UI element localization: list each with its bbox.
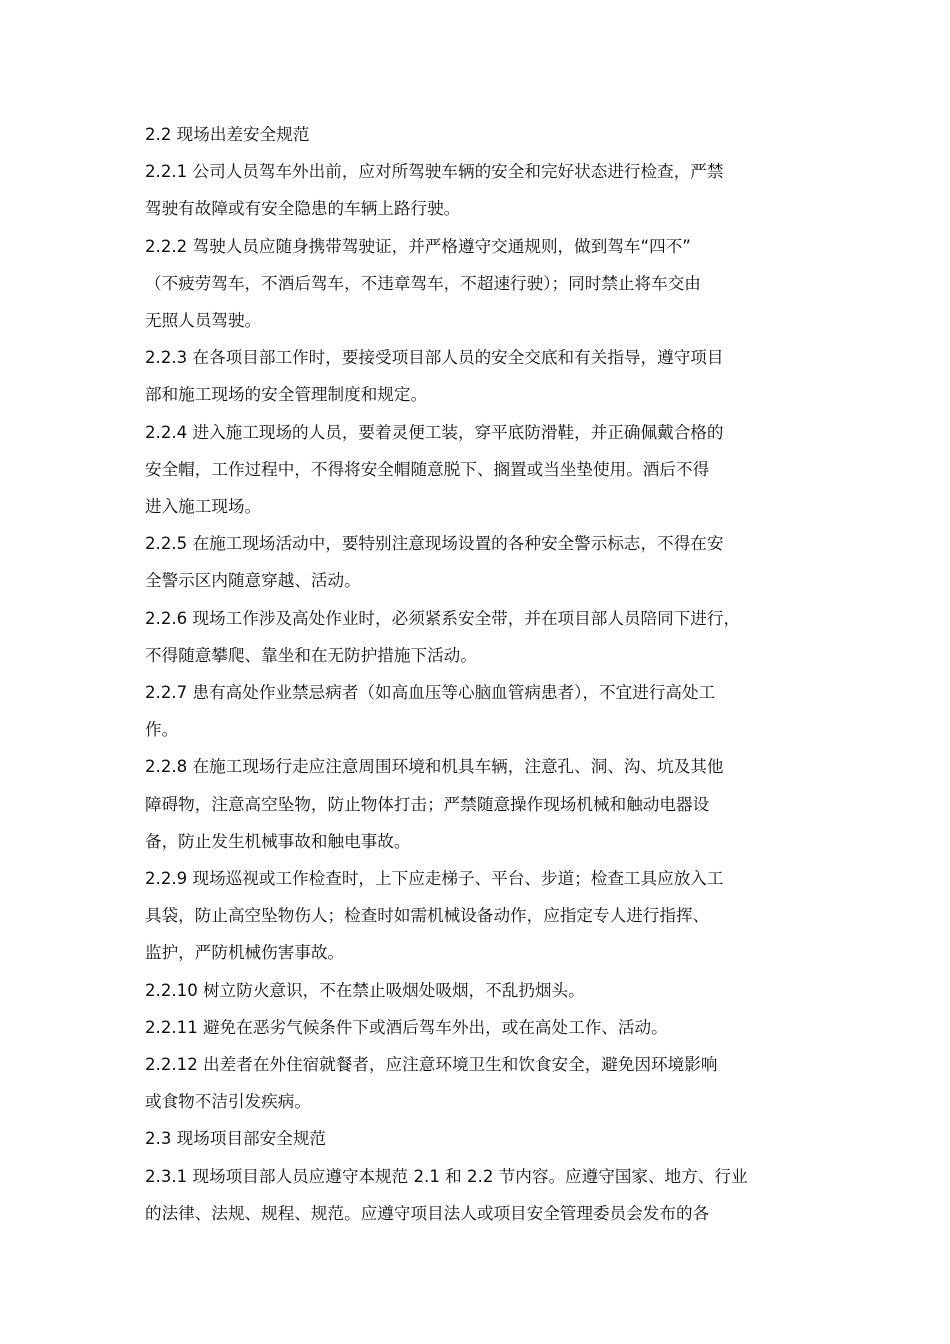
text-line: 2.2.9 现场巡视或工作检查时，上下应走梯子、平台、步道；检查工具应放入工 [145, 869, 724, 889]
clause-2-2-10 [145, 972, 815, 1009]
clause-2-2-7 [145, 674, 815, 748]
text-line: 2.2.7 患有高处作业禁忌病者（如高血压等心脑血管病患者），不宜进行高处工 [145, 683, 716, 703]
text-line: 进入施工现场。 [145, 497, 262, 517]
clause-2-2-8 [145, 748, 815, 860]
text-line: 全警示区内随意穿越、活动。 [145, 571, 361, 591]
text-line: （不疲劳驾车，不酒后驾车，不违章驾车，不超速行驶）；同时禁止将车交由 [145, 273, 701, 293]
text-line: 部和施工现场的安全管理制度和规定。 [145, 385, 428, 405]
text-line: 2.2.5 在施工现场活动中，要特别注意现场设置的各种安全警示标志，不得在安 [145, 534, 724, 554]
section-heading-2-3 [145, 1120, 815, 1157]
text-line: 具袋，防止高空坠物伤人；检查时如需机械设备动作，应指定专人进行指挥、 [145, 906, 710, 926]
clause-2-3-1 [145, 1158, 815, 1232]
text-line: 障碍物，注意高空坠物，防止物体打击；严禁随意操作现场机械和触动电器设 [145, 794, 710, 814]
clause-2-2-2 [145, 228, 815, 340]
text-line: 2.2.10 树立防火意识，不在禁止吸烟处吸烟，不乱扔烟头。 [145, 980, 585, 1000]
heading-line: 2.3 现场项目部安全规范 [145, 1129, 327, 1149]
heading-line: 2.2 现场出差安全规范 [145, 125, 310, 144]
text-line: 备，防止发生机械事故和触电事故。 [145, 831, 411, 851]
clause-2-2-11 [145, 1009, 815, 1046]
text-line: 监护，严防机械伤害事故。 [145, 943, 345, 963]
text-line: 不得随意攀爬、靠坐和在无防护措施下活动。 [145, 645, 477, 665]
clause-2-2-5 [145, 525, 815, 599]
text-line: 2.2.8 在施工现场行走应注意周围环境和机具车辆，注意孔、洞、沟、坑及其他 [145, 757, 724, 777]
text-line: 2.2.3 在各项目部工作时，要接受项目部人员的安全交底和有关指导，遵守项目 [145, 348, 724, 368]
text-line: 2.2.4 进入施工现场的人员，要着灵便工装，穿平底防滑鞋，并正确佩戴合格的 [145, 422, 724, 442]
clause-2-2-1 [145, 153, 815, 227]
document-page [145, 116, 815, 1232]
text-line: 作。 [145, 720, 179, 740]
clause-2-2-6 [145, 600, 815, 674]
text-line: 2.2.11 避免在恶劣气候条件下或酒后驾车外出，或在高处工作、活动。 [145, 1017, 668, 1037]
text-line: 驾驶有故障或有安全隐患的车辆上路行驶。 [145, 199, 461, 219]
text-line: 2.3.1 现场项目部人员应遵守本规范 2.1 和 2.2 节内容。应遵守国家、地方、行业 [145, 1166, 748, 1186]
clause-2-2-3 [145, 339, 815, 413]
text-line: 无照人员驾驶。 [145, 311, 262, 331]
text-line: 的法律、法规、规程、规范。应遵守项目法人或项目安全管理委员会发布的各 [145, 1203, 710, 1223]
text-line: 或食物不洁引发疾病。 [145, 1092, 311, 1112]
text-line: 2.2.12 出差者在外住宿就餐者，应注意环境卫生和饮食安全，避免因环境影响 [145, 1055, 718, 1075]
clause-2-2-9 [145, 860, 815, 972]
text-line: 2.2.6 现场工作涉及高处作业时，必须紧系安全带，并在项目部人员陪同下进行， [145, 608, 741, 628]
section-heading-2-2 [145, 116, 815, 153]
text-line: 2.2.2 驾驶人员应随身携带驾驶证，并严格遵守交通规则，做到驾车“四不” [145, 236, 691, 256]
clause-2-2-12 [145, 1046, 815, 1120]
text-line: 安全帽，工作过程中，不得将安全帽随意脱下、搁置或当坐垫使用。酒后不得 [145, 459, 710, 479]
text-line: 2.2.1 公司人员驾车外出前，应对所驾驶车辆的安全和完好状态进行检查，严禁 [145, 162, 724, 182]
clause-2-2-4 [145, 414, 815, 526]
